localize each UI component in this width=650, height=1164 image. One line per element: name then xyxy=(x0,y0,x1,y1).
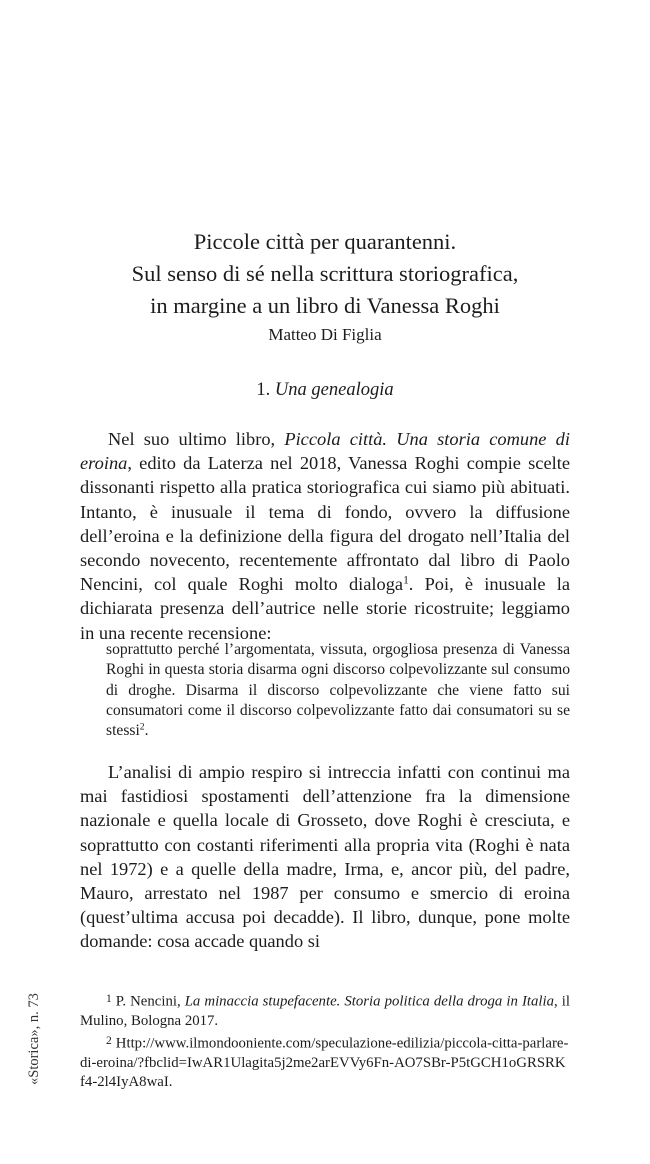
footnotes xyxy=(80,990,570,1093)
footnote-ref-2[interactable]: 2 xyxy=(139,721,145,733)
section-number: 1. xyxy=(256,380,271,400)
footnote-1 xyxy=(80,990,570,1031)
quote-end: . xyxy=(144,722,149,740)
title-line-1: Piccole città per quarantenni. xyxy=(193,229,457,254)
block-quote xyxy=(106,640,570,741)
author-name: Matteo Di Figlia xyxy=(268,325,382,344)
title-line-3: in margine a un libro di Vanessa Roghi xyxy=(150,293,500,318)
footnote-1-publisher: , il Mulino, Bologna 2017. xyxy=(80,993,570,1029)
paragraph-2: L’analisi di ampio respiro si intreccia infatti con continui ma mai fastidiosi spostamenti dell’attenzione fra la dimensione nazionale e quella locale di Grosseto, dove Roghi è cresciuta, e soprattutto con costanti riferimenti alla propria vita (Roghi è nata nel 1972) e a quelle della madre, Irma, e, ancor più, del padre, Mauro, arrestato nel 1987 per consumo e smercio di eroina (quest’ultima accusa poi decadde). Il libro, dunque, pone molte domande: cosa accade quando si xyxy=(80,762,570,952)
book-title: Piccola città. Una storia comune di eroina xyxy=(80,429,570,474)
journal-reference: «Storica», n. 73 xyxy=(26,993,42,1085)
footnote-2-number: 2 xyxy=(106,1034,112,1047)
section-heading xyxy=(0,380,650,401)
section-title: Una genealogia xyxy=(274,380,394,400)
article-title xyxy=(0,226,650,322)
footnote-1-title: La minaccia stupefacente. Storia politica della droga in Italia xyxy=(184,993,554,1010)
quote-text: soprattutto perché l’argomentata, vissuta, orgogliosa presenza di Vanessa Roghi in questa storia disarma ogni discorso colpevolizzante sul consumo di droghe. Disarma il discorso colpevolizzante che viene fatto sui consumatori come il discorso colpevolizzante fatto dai consumatori su se stessi xyxy=(106,641,570,740)
footnote-2 xyxy=(80,1032,570,1092)
footnote-ref-1[interactable]: 1 xyxy=(403,574,409,587)
footnote-1-number: 1 xyxy=(106,993,112,1005)
paragraph-1-rest: . Poi, è inusuale la dichiarata presenza dell’autrice nelle storie ricostruite; leggiamo in una recente recensione: xyxy=(80,574,570,643)
footnote-2-url[interactable]: Http://www.ilmondooniente.com/speculazione-edilizia/piccola-citta-parlare-di-eroina/?fbclid=IwAR1Ulagita5j2me2arEVVy6Fn-AO7SBr-P5tGCH1oGRSRKf4-2l4IyA8waI. xyxy=(80,1035,569,1090)
paragraph-1-after-title: , edito da Laterza nel 2018, Vanessa Roghi compie scelte dissonanti rispetto alla pratica storiografica cui siamo più abituati. Intanto, è inusuale il tema di fondo, ovvero la diffusione dell’eroina e la definizione della figura del drogato nell’Italia del secondo novecento, recentemente affrontato dal libro di Paolo Nencini, col quale Roghi molto dialoga xyxy=(80,453,570,595)
title-line-2: Sul senso di sé nella scrittura storiografica, xyxy=(131,261,519,286)
paragraph-1-intro: Nel suo ultimo libro, xyxy=(108,429,285,449)
footnote-1-author: P. Nencini, xyxy=(115,993,185,1010)
paragraph-1 xyxy=(80,427,570,645)
